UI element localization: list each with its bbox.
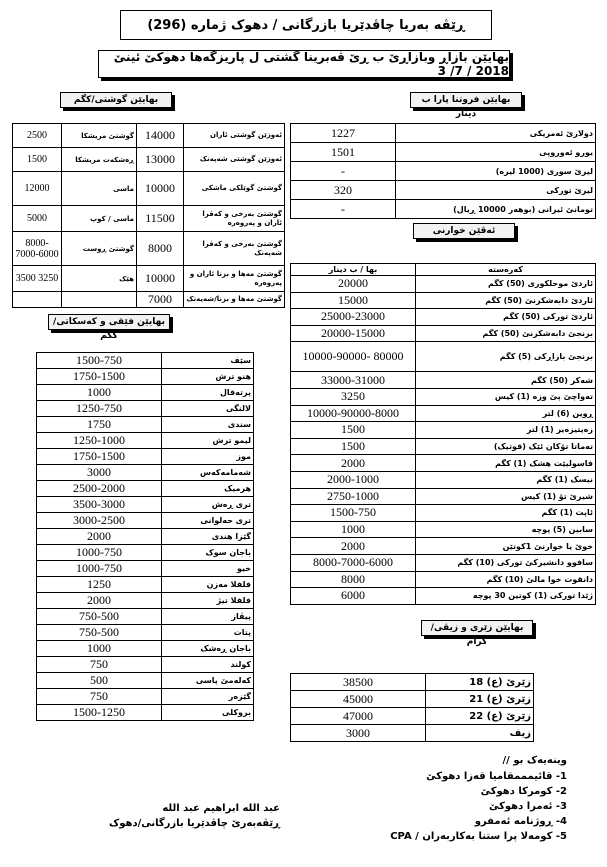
food-row: [291, 538, 596, 555]
food-value: 1000: [291, 521, 416, 538]
veg-row: [37, 689, 254, 705]
food-value: 6000: [291, 588, 416, 605]
veg-row: [37, 385, 254, 401]
meat-left-label: هێک: [62, 266, 137, 292]
currency-label: دولارێ ئەمریکی: [396, 124, 596, 143]
food-value: 10000-90000-8000: [291, 405, 416, 422]
veg-row: [37, 513, 254, 529]
veg-label: پرتەقال: [162, 385, 254, 401]
currency-section-title: بهایێن فروتنا پارا ب دینار: [410, 92, 522, 108]
food-row: [291, 292, 596, 309]
veg-value: 1250: [37, 577, 162, 593]
veg-value: 3000: [37, 465, 162, 481]
food-label: زەیتیزەیر (1) لتر: [416, 422, 596, 439]
food-value: 20000-15000: [291, 325, 416, 342]
veg-value: 1500-1250: [37, 705, 162, 721]
food-table: [290, 263, 596, 605]
gold-value: 38500: [291, 674, 426, 691]
copies-item: 2- کومرکا دهوکێ: [480, 786, 567, 797]
gold-row: [291, 691, 534, 708]
meat-left-value: 1500: [13, 148, 62, 172]
food-label: سافوو دانشیرکێ تورکی (10) کگم: [416, 554, 596, 571]
veg-row: [37, 625, 254, 641]
gold-table: [290, 673, 534, 742]
food-label: برنجێ بازاڕکی (5) کگم: [416, 342, 596, 372]
veg-value: 2000: [37, 593, 162, 609]
food-value: 2750-1000: [291, 488, 416, 505]
signature-title: ڕێڤەبەرێ چاڤدێریا بازرگانی/دهوک: [109, 818, 280, 829]
page-subtitle: بهایێن بازاڕ وبازاڕێ ب ڕێ ڤەبرینا گشتی ل پاریزگەها دهوکێ ئینێ 2018 / 7/ 3: [98, 50, 510, 78]
food-value: 10000-90000- 80000: [291, 342, 416, 372]
food-label: ژێدا تورکی (1) کوتین 30 پوچە: [416, 588, 596, 605]
food-col-item: کەرەستە: [416, 264, 596, 276]
veg-row: [37, 657, 254, 673]
veg-row: [37, 481, 254, 497]
food-label: نیسک (1) کگم: [416, 471, 596, 488]
food-value: 2000-1000: [291, 471, 416, 488]
veg-label: گێزا هندی: [162, 529, 254, 545]
veg-row: [37, 369, 254, 385]
veg-row: [37, 417, 254, 433]
food-row: [291, 471, 596, 488]
copies-item: 3- ئەمرا دهوکێ: [488, 801, 567, 812]
food-row: [291, 422, 596, 439]
currency-row: [291, 143, 596, 162]
meat-left-label: ڕەشکەت مریشکا: [62, 148, 137, 172]
gold-label: زێرێ (ع) 21: [426, 691, 534, 708]
veg-label: کولند: [162, 657, 254, 673]
food-value: 8000: [291, 571, 416, 588]
meat-left-label: ماسی: [62, 172, 137, 206]
food-row: [291, 438, 596, 455]
veg-value: 1250-750: [37, 401, 162, 417]
food-label: ئاردێ دابەشکرنێ (50) کگم: [416, 292, 596, 309]
veg-row: [37, 353, 254, 369]
signature-name: عبد الله ابراهیم عبد الله: [162, 803, 280, 814]
veg-value: 1750-1500: [37, 449, 162, 465]
gold-value: 47000: [291, 708, 426, 725]
veg-row: [37, 641, 254, 657]
gold-row: [291, 725, 534, 742]
food-row: [291, 342, 596, 372]
meat-right-value: 8000: [137, 232, 184, 266]
currency-row: [291, 162, 596, 181]
veg-value: 1000-750: [37, 561, 162, 577]
food-value: 20000: [291, 276, 416, 293]
meat-row: [13, 206, 285, 232]
veg-value: 3000-2500: [37, 513, 162, 529]
veg-row: [37, 577, 254, 593]
meat-left-label: [62, 292, 137, 308]
meat-left-value: 8000-7000-6000: [13, 232, 62, 266]
food-row: [291, 554, 596, 571]
food-value: 15000: [291, 292, 416, 309]
veg-label: موز: [162, 449, 254, 465]
veg-label: گێزەر: [162, 689, 254, 705]
veg-value: 750: [37, 689, 162, 705]
currency-table: [290, 123, 596, 219]
food-label: خوێ یا خوارنێ 1کوتێن: [416, 538, 596, 555]
food-value: 25000-23000: [291, 309, 416, 326]
copies-item: 1- قائیمممقامیا قەزا دهوکێ: [426, 771, 567, 782]
food-row: [291, 505, 596, 522]
veg-value: 3500-3000: [37, 497, 162, 513]
currency-label: لیرێ تورکی: [396, 181, 596, 200]
food-section-title: ئەڤێن خوارنی: [413, 223, 515, 239]
veg-label: پیڤاز: [162, 609, 254, 625]
veg-row: [37, 545, 254, 561]
gold-row: [291, 708, 534, 725]
veg-label: تری حەلوانی: [162, 513, 254, 529]
meat-right-label: ئەوزێن گوشتی شەپەنک: [184, 148, 285, 172]
veg-value: 750-500: [37, 625, 162, 641]
meat-right-label: گوشتێ بەرخی و کەڤرا شەپەنک: [184, 232, 285, 266]
meat-right-value: 14000: [137, 124, 184, 148]
meat-left-value: 12000: [13, 172, 62, 206]
veg-value: 2500-2000: [37, 481, 162, 497]
food-row: [291, 309, 596, 326]
copies-list: [267, 771, 567, 846]
meat-right-label: گوشتێ گوێلکی ماشکی: [184, 172, 285, 206]
veg-row: [37, 529, 254, 545]
meat-right-label: گوشتێ مەها و بزنا ئاران و پەروەرە: [184, 266, 285, 292]
currency-value: 320: [291, 181, 396, 200]
food-value: 3250: [291, 388, 416, 405]
veg-row: [37, 561, 254, 577]
food-row: [291, 325, 596, 342]
meat-left-label: ماسی / کوپ: [62, 206, 137, 232]
food-label: تەماتا تۆکان ئێک (قوتیک): [416, 438, 596, 455]
food-value: 2000: [291, 455, 416, 472]
copies-heading: وینەیەک بو //: [502, 755, 567, 766]
veg-row: [37, 593, 254, 609]
currency-value: 1227: [291, 124, 396, 143]
food-label: شیرێ تۆ (1) کیس: [416, 488, 596, 505]
currency-row: [291, 181, 596, 200]
currency-value: -: [291, 162, 396, 181]
gold-label: زیف: [426, 725, 534, 742]
veg-label: فلفلا تیژ: [162, 593, 254, 609]
food-label: ئاردێ تورکی (50) کگم: [416, 309, 596, 326]
copies-item: 5- کومەلا پرا ستنا بەکاربەران / CPA: [390, 831, 567, 842]
food-label: شەکر (50) کگم: [416, 372, 596, 389]
veg-label: لیمو ترش: [162, 433, 254, 449]
food-label: تەواچێ پێ وزە (1) کیس: [416, 388, 596, 405]
veg-value: 1000: [37, 641, 162, 657]
veg-value: 2000: [37, 529, 162, 545]
currency-row: [291, 200, 596, 219]
currency-label: یورو ئەوروپی: [396, 143, 596, 162]
veg-label: هرمیک: [162, 481, 254, 497]
veg-label: باجان سوک: [162, 545, 254, 561]
veg-value: 1250-1000: [37, 433, 162, 449]
meat-left-value: [13, 292, 62, 308]
currency-row: [291, 124, 596, 143]
food-row: [291, 388, 596, 405]
gold-value: 3000: [291, 725, 426, 742]
meat-left-value: 5000: [13, 206, 62, 232]
food-label: ڕوین (6) لتر: [416, 405, 596, 422]
food-value: 1500: [291, 438, 416, 455]
veg-row: [37, 465, 254, 481]
gold-value: 45000: [291, 691, 426, 708]
veg-label: خیو: [162, 561, 254, 577]
currency-value: 1501: [291, 143, 396, 162]
meat-right-label: گوشتێ بەرخی و کەڤرا ئاران و پەروەرە: [184, 206, 285, 232]
currency-label: تومانێ ئیرانی (بوهەر 10000 ڕیال): [396, 200, 596, 219]
meat-section-title: بهایێن گوشتی/کگم: [60, 92, 172, 108]
meat-row: [13, 124, 285, 148]
veg-table: [36, 352, 254, 721]
meat-left-label: گوشتێ ڕوست: [62, 232, 137, 266]
veg-label: تری ڕەش: [162, 497, 254, 513]
meat-right-value: 10000: [137, 172, 184, 206]
veg-value: 1000-750: [37, 545, 162, 561]
food-row: [291, 372, 596, 389]
veg-label: هنو ترش: [162, 369, 254, 385]
veg-row: [37, 433, 254, 449]
food-label: سابین (5) پوچە: [416, 521, 596, 538]
meat-row: [13, 172, 285, 206]
veg-label: سێف: [162, 353, 254, 369]
meat-left-label: گوشتێ مریشکا: [62, 124, 137, 148]
food-row: [291, 276, 596, 293]
veg-row: [37, 401, 254, 417]
food-row: [291, 488, 596, 505]
food-label: ئاردێ موحلکوری (50) کگم: [416, 276, 596, 293]
veg-value: 500: [37, 673, 162, 689]
food-col-price: بها / ب دینار: [291, 264, 416, 276]
food-value: 8000-7000-6000: [291, 554, 416, 571]
copies-item: 4- ڕوژنامە ئەمفرو: [474, 816, 567, 827]
meat-right-label: گوشتێ مەها و بزنا/شەپەنک: [184, 292, 285, 308]
meat-right-label: ئەوزێن گوشتی ئاران: [184, 124, 285, 148]
veg-value: 1500-750: [37, 353, 162, 369]
meat-left-value: 3500 3250: [13, 266, 62, 292]
veg-row: [37, 705, 254, 721]
food-row: [291, 588, 596, 605]
veg-row: [37, 497, 254, 513]
meat-row: [13, 148, 285, 172]
veg-label: لالنگی: [162, 401, 254, 417]
currency-label: لیرێ سوری (1000 لیرە): [396, 162, 596, 181]
veg-label: فلفلا مەزن: [162, 577, 254, 593]
meat-row: [13, 232, 285, 266]
veg-label: شەمامەکەس: [162, 465, 254, 481]
veg-value: 750: [37, 657, 162, 673]
meat-row: [13, 266, 285, 292]
veg-label: باجان ڕەشک: [162, 641, 254, 657]
food-label: ئاپت (1) کگم: [416, 505, 596, 522]
food-value: 2000: [291, 538, 416, 555]
gold-label: زێرێ (ع) 18: [426, 674, 534, 691]
food-value: 1500: [291, 422, 416, 439]
veg-value: 1000: [37, 385, 162, 401]
meat-right-value: 10000: [137, 266, 184, 292]
veg-value: 750-500: [37, 609, 162, 625]
food-label: دانقوت خوا مالێ (10) کگم: [416, 571, 596, 588]
veg-label: بروکلی: [162, 705, 254, 721]
food-value: 1500-750: [291, 505, 416, 522]
gold-row: [291, 674, 534, 691]
veg-row: [37, 449, 254, 465]
veg-value: 1750: [37, 417, 162, 433]
page-title: ڕێڤە بەریا چاڤدێریا بازرگانی / دهوک ژمارە (296): [120, 10, 492, 40]
veg-label: پتات: [162, 625, 254, 641]
meat-left-value: 2500: [13, 124, 62, 148]
food-label: فاسولیێت هشک (1) کگم: [416, 455, 596, 472]
veg-label: سندی: [162, 417, 254, 433]
food-row: [291, 571, 596, 588]
gold-section-title: بهایێن زێری و زیڤی/گرام: [421, 620, 533, 636]
food-label: برنجێ دابەشکرنێ (50) کگم: [416, 325, 596, 342]
veg-row: [37, 673, 254, 689]
gold-label: زێرێ (ع) 22: [426, 708, 534, 725]
veg-section-title: بهایێن فێقی و کەسکاتی/کگم: [48, 314, 170, 330]
meat-right-value: 13000: [137, 148, 184, 172]
meat-table: [12, 123, 285, 308]
veg-row: [37, 609, 254, 625]
veg-value: 1750-1500: [37, 369, 162, 385]
meat-row: [13, 292, 285, 308]
veg-label: کەلەمێ پاسی: [162, 673, 254, 689]
food-row: [291, 405, 596, 422]
meat-right-value: 7000: [137, 292, 184, 308]
currency-value: -: [291, 200, 396, 219]
food-row: [291, 455, 596, 472]
food-row: [291, 521, 596, 538]
food-value: 33000-31000: [291, 372, 416, 389]
meat-right-value: 11500: [137, 206, 184, 232]
